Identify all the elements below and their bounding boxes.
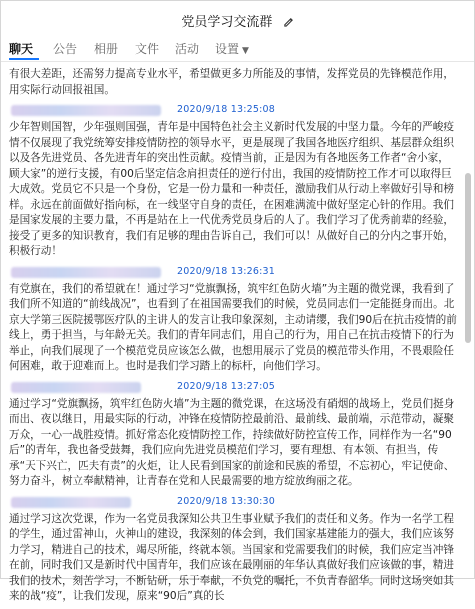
active-tab-indicator (9, 58, 39, 60)
message-timestamp: 2020/9/18 13:26:31 (177, 265, 275, 277)
message (9, 379, 457, 490)
tab-settings-label: 设置 (215, 42, 240, 56)
tab-files[interactable]: 文件 (135, 42, 160, 56)
tab-activities[interactable]: 活动 (175, 42, 200, 56)
message-timestamp: 2020/9/18 13:27:05 (177, 380, 275, 392)
message-list[interactable] (1, 63, 474, 602)
tab-bar (1, 35, 474, 62)
message (9, 494, 457, 605)
message-text: 通过学习“党旗飘扬，筑牢红色防火墙”为主题的微党课，在这场没有硝烟的战场上，党员们挺身而出、夜以继日，用最实际的行动，冲锋在疫情防控最前沿、最前线、最前端，示范带动，凝聚万众，一心一战胜疫情。抓好常态化疫情防控工作，持续做好防控宣传工作，同样作为一名“90后”的青年，我也备受鼓舞，我们应向先进党员模范们学习，要有理想、有本领、有担当，传承“天下兴亡，匹夫有责”的火炬，让人民看到国家的前途和民族的希望，不忘初心，牢记使命、努力奋斗，树立奉献精神，让青春在党和人民最需要的地方绽放绚丽之花。 (9, 397, 455, 487)
message (9, 264, 457, 375)
message-header (9, 264, 457, 280)
message (9, 102, 457, 260)
message-header (9, 102, 457, 118)
message-timestamp: 2020/9/18 13:25:08 (177, 104, 275, 115)
message-header (9, 379, 457, 395)
tab-settings[interactable] (215, 40, 249, 57)
message-text: 通过学习这次党课，作为一名党员我深知公共卫生事业赋予我们的责任和义务。作为一名学工程的学生，通过雷神山，火神山的建设，我深刻的体会到，我们国家基建能力的强大，我们应该努力学习，精进自己的技术，竭尽所能，终就本领。当国家和党需要我们的时候，我们应定当冲锋在前，同时我们又是新时代中国青年，我们应该在最刚丽的年华认真做好我们应该做的事，精进我们的技术，刻苦学习，不断钻研，乐于奉献，不负党的嘱托，不负青春韶华。同时这场突如其来的战“疫”，让我们发现，原来“90后”真的长 (9, 512, 454, 602)
tab-album[interactable]: 相册 (94, 42, 119, 56)
sender-name-redacted (11, 497, 131, 508)
tab-chat[interactable]: 聊天 (9, 42, 34, 56)
message (9, 67, 457, 98)
sender-name-redacted (11, 105, 161, 116)
title-bar (1, 1, 474, 35)
tab-announcement[interactable]: 公告 (53, 42, 78, 56)
sender-name-redacted (11, 267, 161, 278)
window-title-area (1, 11, 474, 30)
edit-name-icon[interactable] (283, 16, 294, 27)
message-timestamp: 2020/9/18 13:30:30 (177, 495, 275, 507)
message-text: 有党旗在，我们的希望就在！通过学习“党旗飘扬，筑牢红色防火墙”为主题的微党课，我看到了我们所不知道的“前线战况”，也看到了在祖国需要我们的时候，党员同志们一定能挺身而出。北京大学第三医院援鄂医疗队的主讲人的发言让我印象深刻，主动请缨，我们90后在抗击疫情的前线上，勇于担当，与年龄无关。我们的青年同志们，用自己的行为，用自己在抗击疫情下的行为举止，向我们展现了一个模范党员应该怎么做，也想用展示了党员的模范带头作用，不畏艰险任何困难，敢于迎难而上。也时是我们学习踏上的标杆，向他们学习。 (9, 282, 457, 372)
chevron-down-icon: ▼ (242, 46, 249, 56)
group-name: 党员学习交流群 (181, 15, 273, 30)
message-text: 有很大差距，还需努力提高专业水平，希望做更多力所能及的事情，发挥党员的先锋模范作用，用实际行动回报祖国。 (9, 68, 454, 96)
message-header (9, 494, 457, 510)
sender-name-redacted (11, 382, 141, 393)
scrollbar-thumb[interactable] (465, 173, 471, 343)
message-text: 少年智则国智，少年强则国强，青年是中国特色社会主义新时代发展的中坚力量。今年的严峻疫情不仅展现了我党统筹安排疫情防控的领导水平，更是展现了我国各地医疗组织、基层群众组织以及各先进党员、各先进青年的突出性贡献。疫情当前，正是因为有各地医务工作者“舍小家，顾大家”的逆行支援，有00后坚定信念肩担责任的逆行付出，我国的疫情防控工作才可以取得巨大成效。党员它不只是一个身份，它是一份力量和一种责任，激励我们从行动上率做好引导和榜样。永远在前面做好指向标，在一线坚守自身的责任，在困难满流中做好坚定心针的作用。我们是国家发展的主要力量，不再是站在上一代优秀党员身后的人了。我们学习了优秀前辈的经验，接受了更多的知识教育，我们有足够的理由告诉自己，我们可以！从做好自己的分内之事开始，积极行动！ (9, 121, 454, 257)
